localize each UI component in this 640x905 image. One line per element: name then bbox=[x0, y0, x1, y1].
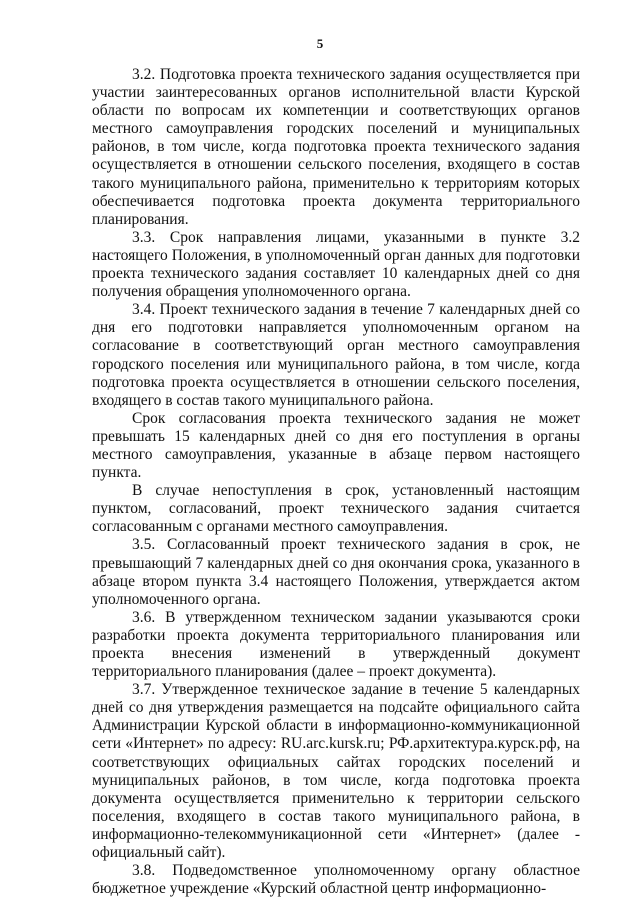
document-body bbox=[92, 66, 580, 898]
paragraph-3-3: 3.3. Срок направления лицами, указанными в пункте 3.2 настоящего Положения, в уполномоченный орган данных для подготовки проекта технического задания составляет 10 календарных дней со дня получения обращения уполномоченного органа. bbox=[92, 228, 580, 301]
page-number: 5 bbox=[316, 36, 324, 51]
paragraph-3-4-deadline: Срок согласования проекта технического задания не может превышать 15 календарных дней со дня его поступления в органы местного самоуправления, указанные в абзаце первом настоящего пункта. bbox=[92, 409, 580, 482]
paragraph-3-2: 3.2. Подготовка проекта технического задания осуществляется при участии заинтересованных органов исполнительной власти Курской области по вопросам их компетенции и соответствующих органов местного самоуправления городских поселений и муниципальных районов, в том числе, когда подготовка проекта технического задания осуществляется в отношении сельского поселения, входящего в состав такого муниципального района, применительно к территориям которых обеспечивается подготовка проекта документа территориального планирования. bbox=[92, 66, 580, 228]
paragraph-3-4-default-approval: В случае непоступления в срок, установленный настоящим пунктом, согласований, проект технического задания считается согласованным с органами местного самоуправления. bbox=[92, 482, 580, 536]
paragraph-3-4: 3.4. Проект технического задания в течение 7 календарных дней со дня его подготовки направляется уполномоченным органом на согласование в соответствующий орган местного самоуправления городского поселения или муниципального района, в том числе, когда подготовка проекта осуществляется в отношении сельского поселения, входящего в состав такого муниципального района. bbox=[92, 301, 580, 409]
paragraph-3-7: 3.7. Утвержденное техническое задание в течение 5 календарных дней со дня утверждения размещается на подсайте официального сайта Администрации Курской области в информационно-коммуникационной сети «Интернет» по адресу: RU.arc.kursk.ru; РФ.архитектура.курск.рф, на соответствующих официальных сайтах городских поселений и муниципальных районов, в том числе, когда подготовка проекта документа осуществляется применительно к территории сельского поселения, входящего в состав такого муниципального района, в информационно-телекоммуникационной сети «Интернет» (далее - официальный сайт). bbox=[92, 681, 580, 862]
paragraph-3-8: 3.8. Подведомственное уполномоченному органу областное бюджетное учреждение «Курский областной центр информационно- bbox=[92, 862, 580, 898]
paragraph-3-6: 3.6. В утвержденном техническом задании указываются сроки разработки проекта документа территориального планирования или проекта внесения изменений в утвержденный документ территориального планирования (далее – проект документа). bbox=[92, 608, 580, 681]
paragraph-3-5: 3.5. Согласованный проект технического задания в срок, не превышающий 7 календарных дней со дня окончания срока, указанного в абзаце втором пункта 3.4 настоящего Положения, утверждается актом уполномоченного органа. bbox=[92, 536, 580, 608]
